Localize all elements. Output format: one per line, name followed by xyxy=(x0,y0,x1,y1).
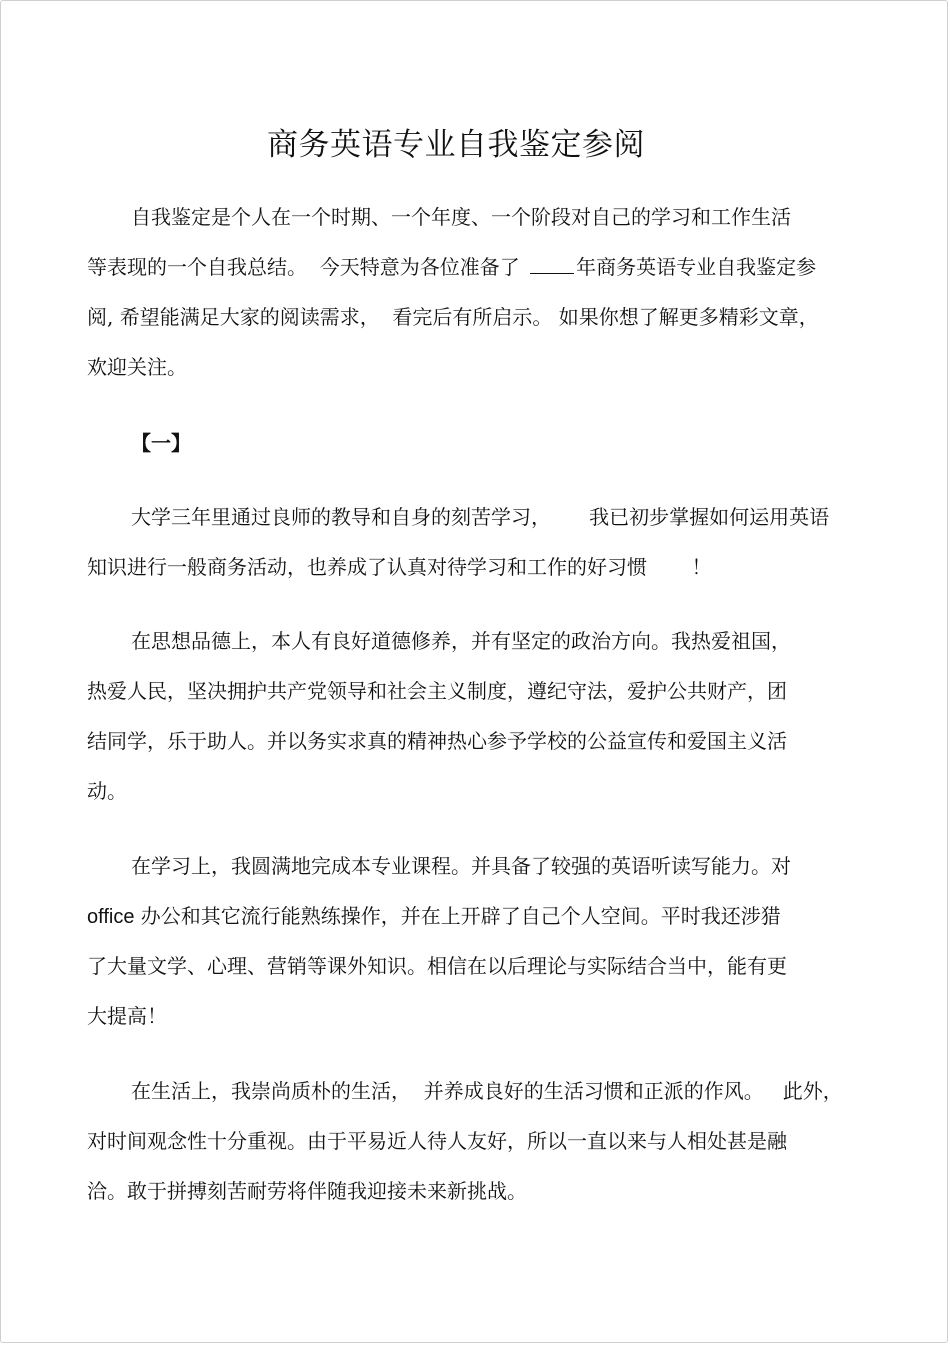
p1-line-2: 知识进行一般商务活动，也养成了认真对待学习和工作的好习惯 ！ xyxy=(87,555,712,579)
p2-line-1: 在思想品德上，本人有良好道德修养，并有坚定的政治方向。我热爱祖国， xyxy=(131,629,791,653)
intro-line-2-part-a: 等表现的一个自我总结。 今天特意为各位准备了 xyxy=(87,255,527,279)
p3-line-3: 了大量文学、心理、营销等课外知识。相信在以后理论与实际结合当中，能有更 xyxy=(87,954,787,978)
intro-paragraph xyxy=(87,192,851,392)
p4-line-3: 洽。敢于拼搏刻苦耐劳将伴随我迎接未来新挑战。 xyxy=(87,1179,527,1203)
p2-line-3: 结同学，乐于助人。并以务实求真的精神热心参予学校的公益宣传和爱国主义活 xyxy=(87,729,787,753)
p3-line-2 xyxy=(87,891,851,941)
paragraph-life xyxy=(87,1066,851,1216)
section-heading-one: 【一】 xyxy=(131,431,191,455)
p2-line-4: 动。 xyxy=(87,779,127,803)
year-blank xyxy=(530,257,574,274)
p3-line-4: 大提高！ xyxy=(87,1004,167,1028)
office-word: office xyxy=(87,906,135,928)
intro-line-1: 自我鉴定是个人在一个时期、一个年度、一个阶段对自己的学习和工作生活 xyxy=(131,205,791,229)
paragraph-ideology xyxy=(87,616,851,816)
paragraph-study-summary xyxy=(87,492,851,592)
p3-line-1: 在学习上，我圆满地完成本专业课程。并具备了较强的英语听读写能力。对 xyxy=(131,854,791,878)
paragraph-learning xyxy=(87,841,851,1041)
intro-line-4: 欢迎关注。 xyxy=(87,355,187,379)
intro-line-3: 阅, 希望能满足大家的阅读需求， 看完后有所启示。 如果你想了解更多精彩文章， xyxy=(87,305,819,329)
intro-line-2 xyxy=(87,242,851,292)
p4-line-2: 对时间观念性十分重视。由于平易近人待人友好，所以一直以来与人相处甚是融 xyxy=(87,1129,787,1153)
document-title: 商务英语专业自我鉴定参阅 xyxy=(267,127,645,163)
p3-line-2-rest: 办公和其它流行能熟练操作，并在上开辟了自己个人空间。平时我还涉猎 xyxy=(134,904,781,928)
intro-line-2-part-b: 年商务英语专业自我鉴定参 xyxy=(576,255,817,279)
p2-line-2: 热爱人民，坚决拥护共产党领导和社会主义制度，遵纪守法，爱护公共财产，团 xyxy=(87,679,787,703)
p4-line-1: 在生活上，我崇尚质朴的生活， 并养成良好的生活习惯和正派的作风。 此外， xyxy=(131,1079,843,1103)
p1-line-1: 大学三年里通过良师的教导和自身的刻苦学习， 我已初步掌握如何运用英语 xyxy=(131,505,830,529)
